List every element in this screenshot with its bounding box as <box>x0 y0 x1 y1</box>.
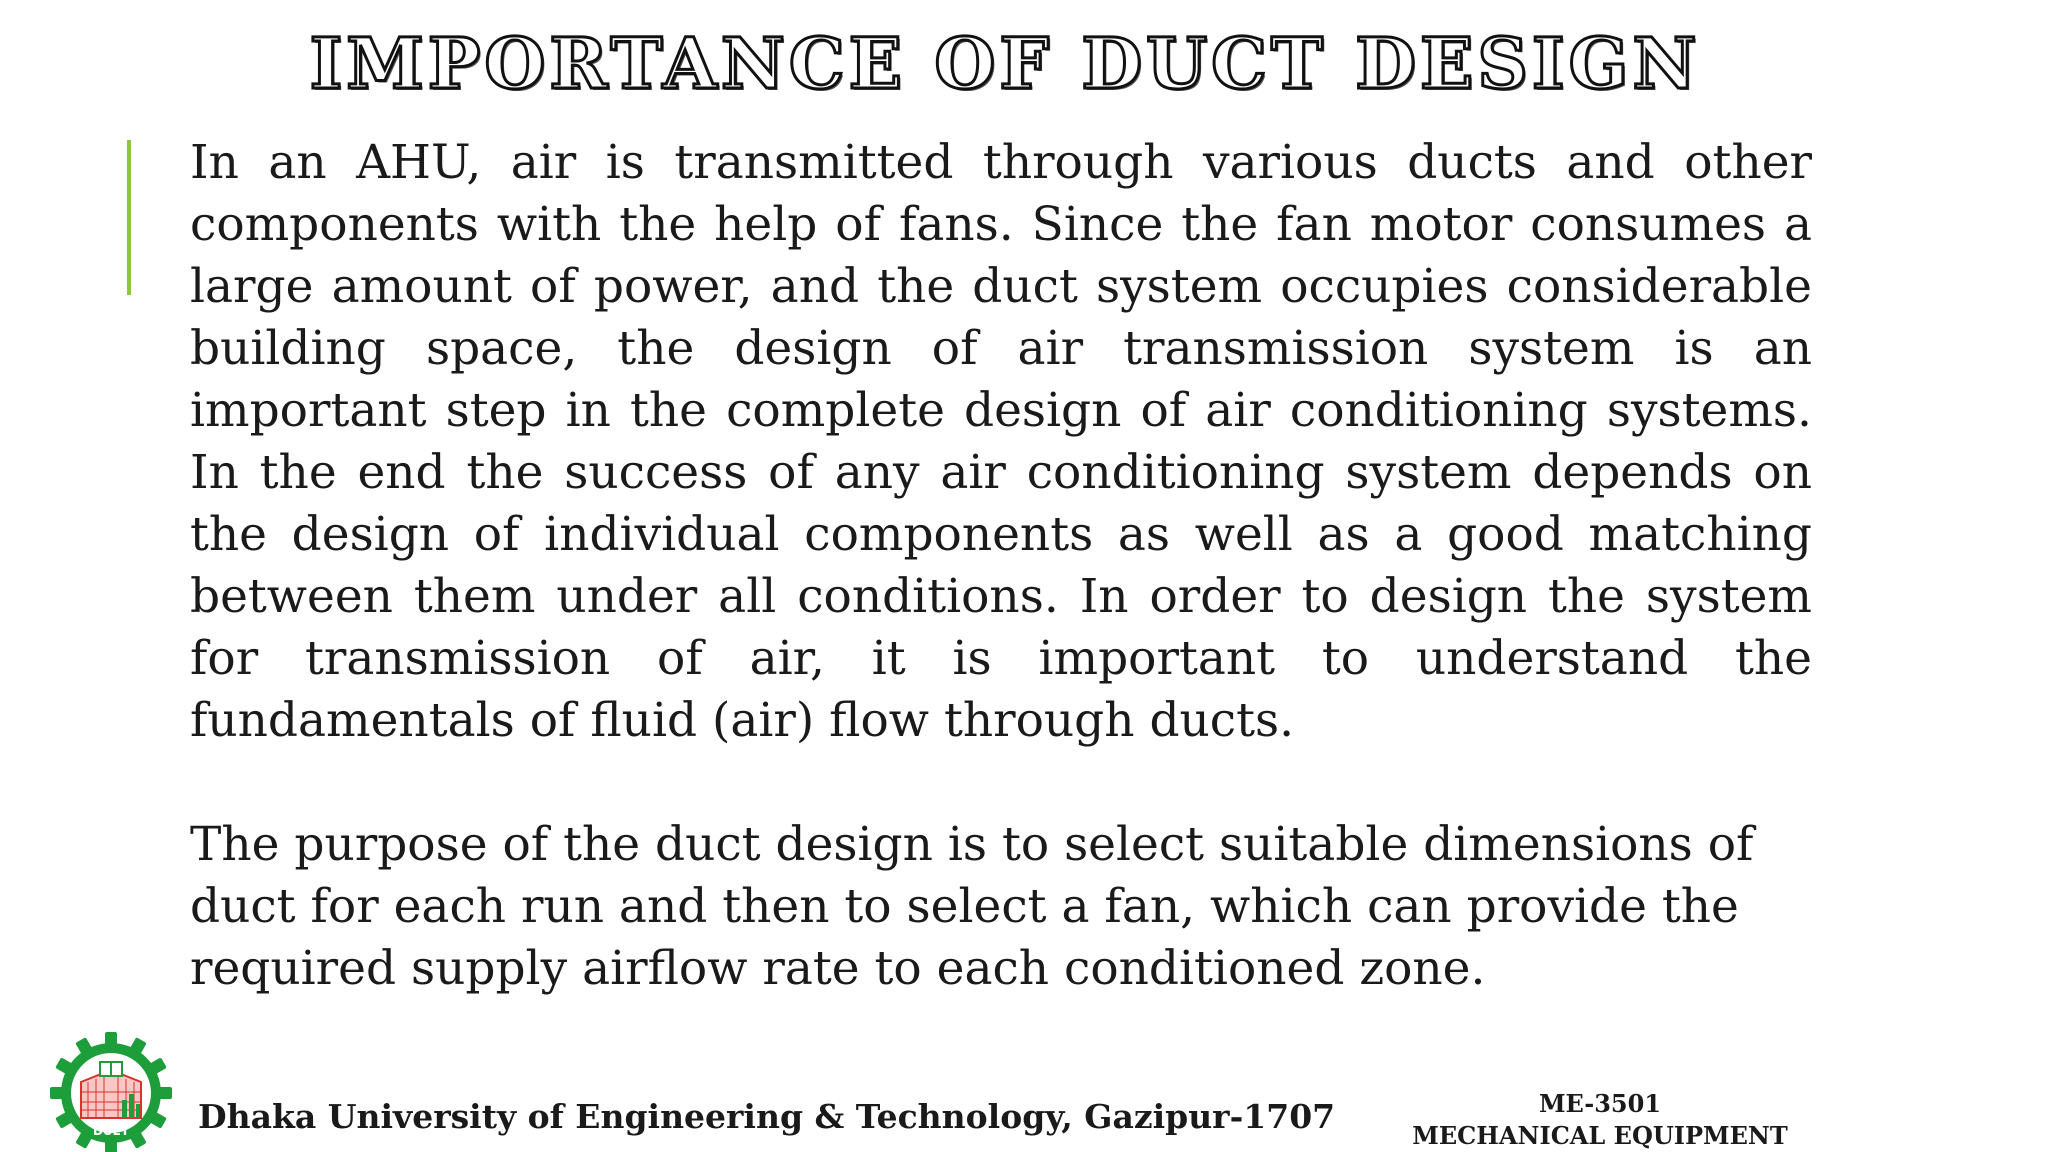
duet-gear-logo-icon <box>48 1030 174 1152</box>
body-paragraph-1: In an AHU, air is transmitted through various ducts and other components with the help of fans. Since the fan motor consumes a large amount of power, and the duct system occupies considerable building space, the design of air transmission system is an important step in the complete design of air conditioning systems. In the end the success of any air conditioning system depends on the design of individual components as well as a good matching between them under all conditions. In order to design the system for transmission of air, it is important to understand the fundamentals of fluid (air) flow through ducts. <box>190 135 1812 748</box>
slide-body <box>190 132 1812 1000</box>
slide-title: IMPORTANCE OF DUCT DESIGN <box>309 22 1701 105</box>
footer-university: Dhaka University of Engineering & Technology, Gazipur-1707 <box>198 1097 1336 1136</box>
course-code: ME-3501 <box>1538 1089 1662 1118</box>
body-paragraph-2: The purpose of the duct design is to select suitable dimensions of duct for each run and then to select a fan, which can provide the required supply airflow rate to each conditioned zone. <box>190 817 1754 996</box>
logo-text: DUET <box>92 1124 130 1138</box>
footer-course <box>1400 1088 1800 1152</box>
accent-bar <box>127 140 131 295</box>
course-name: MECHANICAL EQUIPMENT <box>1412 1121 1788 1150</box>
